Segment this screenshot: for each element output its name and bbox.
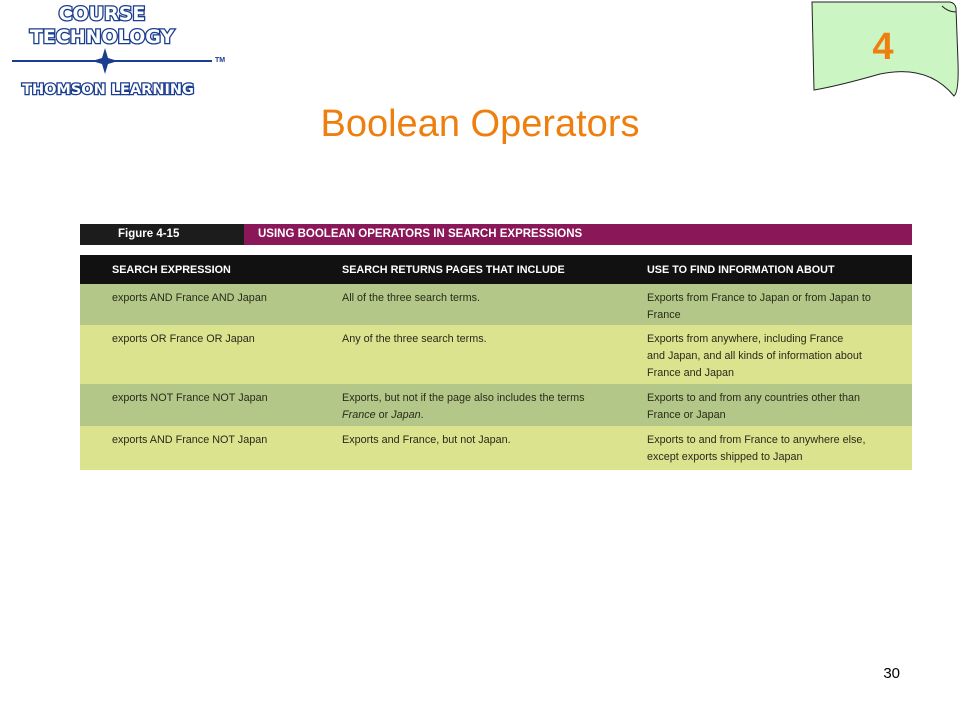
cell-use bbox=[617, 426, 912, 470]
cell-expression bbox=[80, 384, 312, 426]
cell-returns bbox=[312, 325, 617, 384]
table-row-not bbox=[80, 384, 912, 426]
word-or: or bbox=[375, 409, 392, 421]
cell-text: Exports from France to Japan or from Japan to bbox=[647, 292, 871, 304]
logo-trademark: TM bbox=[215, 57, 226, 64]
column-header-search-expression: SEARCH EXPRESSION bbox=[80, 255, 312, 284]
table-row-and-not bbox=[80, 426, 912, 470]
term-france: France bbox=[342, 409, 376, 421]
logo-line-course: COURSE bbox=[58, 3, 146, 25]
slide-title: Boolean Operators bbox=[320, 103, 640, 145]
figure-header bbox=[80, 224, 912, 245]
cell-text: France bbox=[647, 309, 681, 321]
logo-line-thomson-learning: THOMSON LEARNING bbox=[22, 82, 194, 98]
page-number: 30 bbox=[883, 665, 900, 682]
figure-boolean-operators bbox=[80, 224, 912, 474]
cell-expression bbox=[80, 426, 312, 470]
cell-text: exports AND France AND Japan bbox=[112, 292, 267, 304]
cell-text: All of the three search terms. bbox=[342, 292, 481, 304]
cell-text: France or Japan bbox=[647, 409, 726, 421]
period: . bbox=[420, 409, 424, 421]
cell-use bbox=[617, 325, 912, 384]
boolean-operators-table bbox=[80, 255, 912, 470]
cell-use bbox=[617, 284, 912, 325]
cell-text: Exports to and from any countries other than bbox=[647, 392, 861, 404]
cell-expression bbox=[80, 284, 312, 325]
cell-text: Exports to and from France to anywhere else, bbox=[647, 434, 866, 446]
cell-text: France and Japan bbox=[647, 367, 735, 379]
cell-returns bbox=[312, 284, 617, 325]
column-header-use-to-find: USE TO FIND INFORMATION ABOUT bbox=[617, 255, 912, 284]
cell-text: Exports and France, but not Japan. bbox=[342, 434, 511, 446]
cell-use bbox=[617, 384, 912, 426]
cell-text: except exports shipped to Japan bbox=[647, 451, 803, 463]
logo-line-technology: TECHNOLOGY bbox=[29, 26, 175, 48]
table-row-or bbox=[80, 325, 912, 384]
figure-title: USING BOOLEAN OPERATORS IN SEARCH EXPRESSIONS bbox=[244, 224, 912, 245]
cell-text: exports OR France OR Japan bbox=[112, 333, 255, 345]
cell-text: exports AND France NOT Japan bbox=[112, 434, 268, 446]
cell-text bbox=[342, 407, 616, 424]
chapter-number: 4 bbox=[872, 26, 894, 68]
logo-star-line-icon bbox=[12, 48, 212, 74]
cell-returns bbox=[312, 384, 617, 426]
cell-text: Exports, but not if the page also includes the terms bbox=[342, 392, 585, 404]
cell-text: exports NOT France NOT Japan bbox=[112, 392, 268, 404]
figure-label: Figure 4-15 bbox=[80, 224, 244, 245]
cell-text: Any of the three search terms. bbox=[342, 333, 487, 345]
course-technology-logo bbox=[2, 0, 252, 100]
table-row-and bbox=[80, 284, 912, 325]
cell-expression bbox=[80, 325, 312, 384]
term-japan: Japan bbox=[391, 409, 421, 421]
column-header-search-returns: SEARCH RETURNS PAGES THAT INCLUDE bbox=[312, 255, 617, 284]
cell-text: and Japan, and all kinds of information about bbox=[647, 350, 862, 362]
cell-text: Exports from anywhere, including France bbox=[647, 333, 844, 345]
cell-returns bbox=[312, 426, 617, 470]
table-header-row bbox=[80, 255, 912, 284]
